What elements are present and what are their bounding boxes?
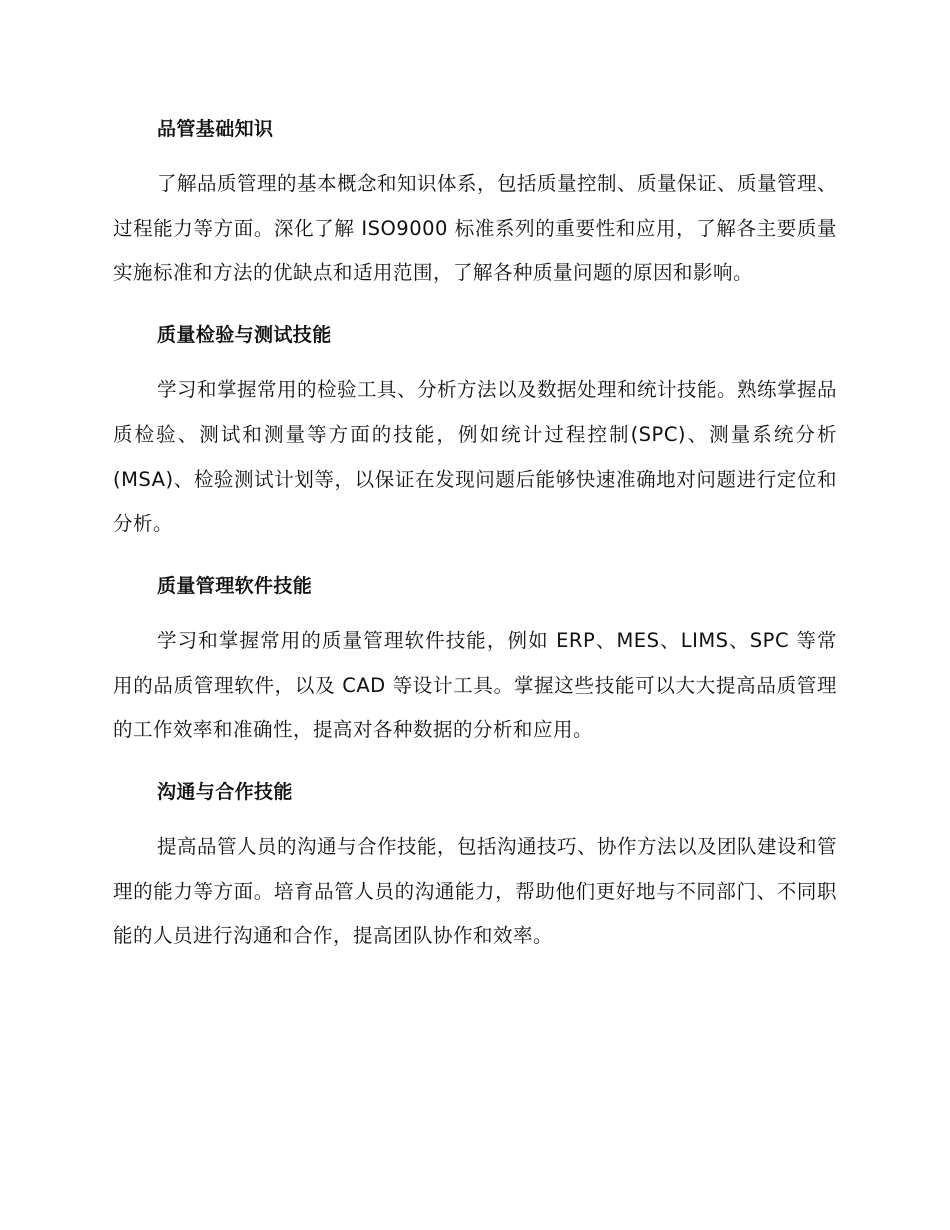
section-quality-basics <box>113 107 837 296</box>
section-heading: 质量管理软件技能 <box>157 574 313 597</box>
section-heading: 品管基础知识 <box>157 118 274 140</box>
section-paragraph: 学习和掌握常用的检验工具、分析方法以及数据处理和统计技能。熟练掌握品质检验、测试和测量等方面的技能，例如统计过程控制(SPC)、测量系统分析(MSA)、检验测试计划等，以保证在发现问题后能够快速准确地对问题进行定位和分析。 <box>113 378 838 536</box>
section-heading: 沟通与合作技能 <box>157 781 293 804</box>
section-inspection-testing <box>113 313 837 547</box>
section-paragraph: 提高品管人员的沟通与合作技能，包括沟通技巧、协作方法以及团队建设和管理的能力等方面。培育品管人员的沟通能力，帮助他们更好地与不同部门、不同职能的人员进行沟通和合作，提高团队协作和效率。 <box>113 835 838 948</box>
section-heading: 质量检验与测试技能 <box>157 324 332 347</box>
section-paragraph: 学习和掌握常用的质量管理软件技能，例如 ERP、MES、LIMS、SPC 等常用的品质管理软件，以及 CAD 等设计工具。掌握这些技能可以大大提高品质管理的工作效率和准确性，提高对各种数据的分析和应用。 <box>113 628 837 742</box>
section-qms-software <box>113 564 837 753</box>
section-paragraph: 了解品质管理的基本概念和知识体系，包括质量控制、质量保证、质量管理、过程能力等方面。深化了解 ISO9000 标准系列的重要性和应用，了解各主要质量实施标准和方法的优缺点和适用范围，了解各种质量问题的原因和影响。 <box>113 172 838 285</box>
section-communication <box>113 770 837 959</box>
document-body <box>113 107 837 959</box>
